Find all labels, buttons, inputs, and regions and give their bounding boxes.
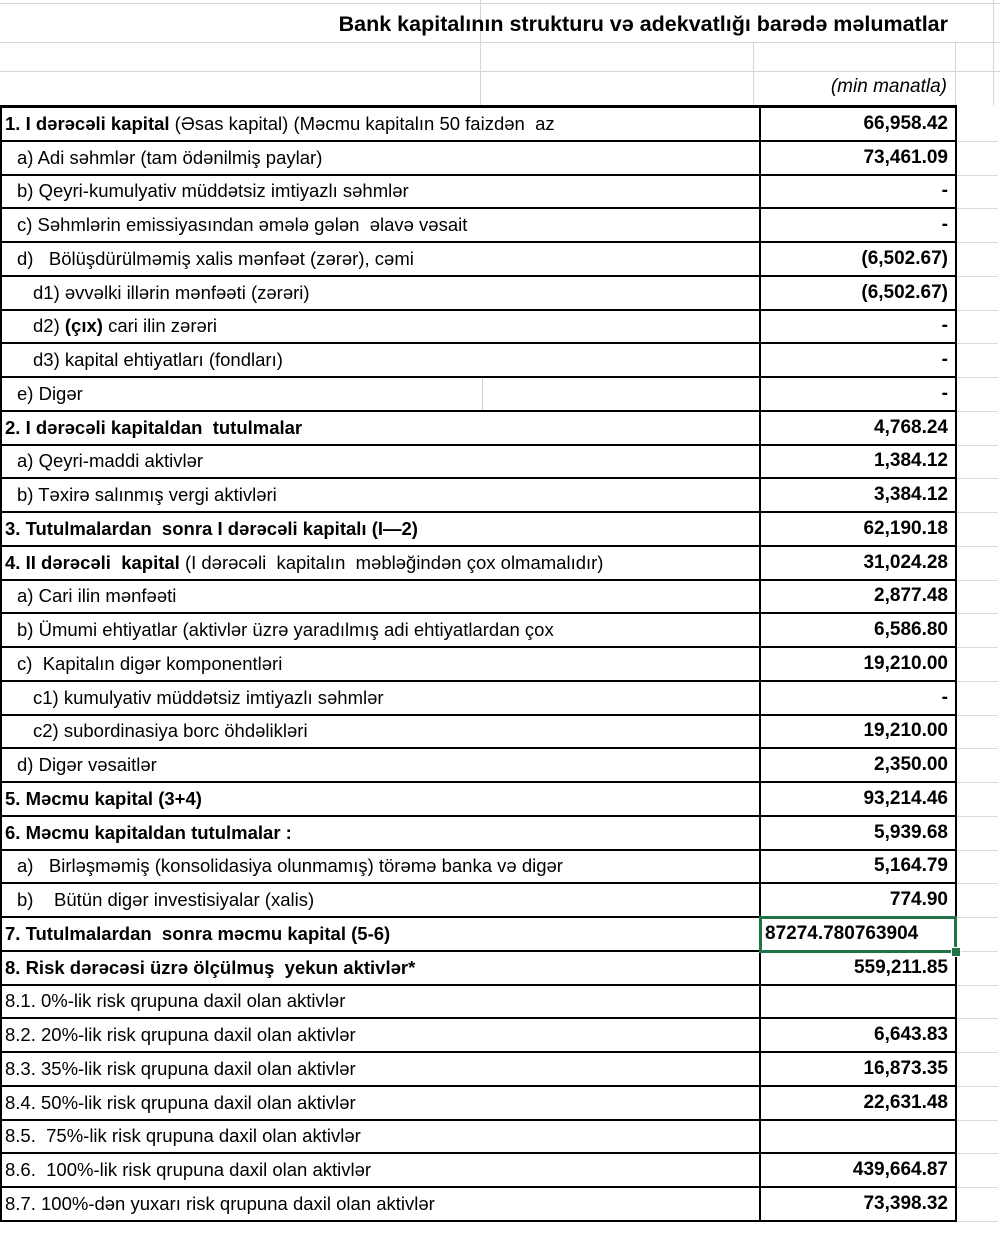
gridline-h: [957, 175, 998, 176]
gridline-h: [957, 276, 998, 277]
gridline-h: [957, 782, 998, 783]
cell-value-text: 16,873.35: [863, 1057, 948, 1079]
row-value-cell[interactable]: [761, 479, 957, 511]
gridline-h: [957, 1052, 998, 1053]
row-value-cell[interactable]: [761, 884, 957, 916]
table-row: [0, 1121, 957, 1155]
gridline-h: [0, 71, 1000, 72]
gridline-h: [957, 546, 998, 547]
cell-value-text: 2,350.00: [874, 754, 948, 776]
gridline-v: [993, 0, 994, 105]
row-label-cell[interactable]: [0, 108, 761, 140]
row-value-cell[interactable]: [761, 108, 957, 140]
cell-value-text: 19,210.00: [863, 720, 948, 742]
table-row: [0, 378, 957, 412]
table-row: [0, 277, 957, 311]
row-value-cell[interactable]: [761, 1087, 957, 1119]
row-label-cell[interactable]: [0, 884, 761, 916]
gridline-h: [957, 445, 998, 446]
row-label-text: b) Bütün digər investisiyalar (xalis): [17, 889, 315, 911]
row-label-cell[interactable]: [0, 1121, 761, 1153]
row-label-text: 8.1. 0%-lik risk qrupuna daxil olan aktivlər: [5, 990, 346, 1012]
cell-gridline: [482, 378, 483, 410]
table-row: [0, 783, 957, 817]
table-row: [0, 108, 957, 142]
row-value-cell[interactable]: [761, 344, 957, 376]
cell-value-text: 5,939.68: [874, 821, 948, 843]
row-label-text: b) Təxirə salınmış vergi aktivləri: [17, 484, 277, 506]
row-label-text: c) Kapitalın digər komponentləri: [17, 652, 283, 674]
row-value-cell[interactable]: [761, 749, 957, 781]
table-row: [0, 243, 957, 277]
row-label-text: a) Adi səhmlər (tam ödənilmiş paylar): [17, 146, 323, 168]
table-row: [0, 142, 957, 176]
row-label-text: 1. I dərəcəli kapital: [5, 112, 175, 134]
row-value-cell[interactable]: [761, 412, 957, 444]
table-row: [0, 884, 957, 918]
row-label-cell[interactable]: [0, 918, 761, 950]
table-row: [0, 952, 957, 986]
gridline-h: [0, 42, 1000, 43]
row-label-text: d) Bölüşdürülməmiş xalis mənfəət (zərər), cəmi: [17, 247, 414, 269]
row-value-cell[interactable]: [761, 1121, 957, 1153]
row-label-cell[interactable]: [0, 783, 761, 815]
table-row: [0, 412, 957, 446]
cell-value-text: 31,024.28: [863, 551, 948, 573]
table-row: [0, 176, 957, 210]
gridline-h: [957, 141, 998, 142]
cell-value-text: 774.90: [889, 889, 948, 911]
selected-value-cell[interactable]: [761, 918, 957, 950]
cell-value-text: 19,210.00: [863, 652, 948, 674]
row-label-text: (çıx): [64, 315, 103, 337]
cell-value-text: 3,384.12: [874, 484, 948, 506]
cell-value-text: 66,958.42: [863, 112, 948, 134]
cell-value-text: 439,664.87: [852, 1159, 948, 1181]
gridline-h: [957, 580, 998, 581]
row-value-cell[interactable]: [761, 1154, 957, 1186]
row-label-cell[interactable]: [0, 986, 761, 1018]
cell-value-text: -: [941, 382, 948, 404]
row-label-cell[interactable]: [0, 952, 761, 984]
row-label-cell[interactable]: [0, 378, 761, 410]
row-label-text: 2. I dərəcəli kapitaldan tutulmalar: [5, 416, 303, 438]
row-value-cell[interactable]: [761, 783, 957, 815]
table-row: [0, 1154, 957, 1188]
row-label-text: d) Digər vəsaitlər: [17, 754, 157, 776]
row-value-cell[interactable]: [761, 446, 957, 478]
row-label-cell[interactable]: [0, 547, 761, 579]
row-label-cell[interactable]: [0, 581, 761, 613]
capital-table: [0, 105, 957, 1222]
table-row: [0, 851, 957, 885]
gridline-h: [957, 951, 998, 952]
row-value-cell[interactable]: [761, 1019, 957, 1051]
row-label-cell[interactable]: [0, 209, 761, 241]
row-label-cell[interactable]: [0, 142, 761, 174]
row-value-cell[interactable]: [761, 817, 957, 849]
row-label-text: 8.2. 20%-lik risk qrupuna daxil olan aktivlər: [5, 1024, 356, 1046]
gridline-h: [957, 411, 998, 412]
gridline-h: [957, 310, 998, 311]
row-value-cell[interactable]: [761, 614, 957, 646]
gridline-h: [957, 1086, 998, 1087]
row-label-cell[interactable]: [0, 749, 761, 781]
table-row: [0, 479, 957, 513]
table-row: [0, 1053, 957, 1087]
cell-value-text: 6,586.80: [874, 619, 948, 641]
row-label-cell[interactable]: [0, 344, 761, 376]
gridline-h: [957, 1221, 998, 1222]
table-row: [0, 344, 957, 378]
row-label-cell[interactable]: [0, 817, 761, 849]
table-row: [0, 682, 957, 716]
table-row: [0, 614, 957, 648]
row-value-cell[interactable]: [761, 716, 957, 748]
row-label-cell[interactable]: [0, 1019, 761, 1051]
gridline-h: [957, 985, 998, 986]
row-label-cell[interactable]: [0, 1053, 761, 1085]
cell-value-text: 4,768.24: [874, 416, 948, 438]
table-row: [0, 513, 957, 547]
row-label-cell[interactable]: [0, 513, 761, 545]
row-value-cell[interactable]: [761, 648, 957, 680]
row-label-text: 4. II dərəcəli kapital: [5, 551, 185, 573]
row-label-text: 8.4. 50%-lik risk qrupuna daxil olan aktivlər: [5, 1091, 356, 1113]
row-label-text: c1) kumulyativ müddətsiz imtiyazlı səhmlər: [33, 686, 384, 708]
row-label-text: 8. Risk dərəcəsi üzrə ölçülmuş yekun aktivlər*: [5, 956, 416, 978]
table-row: [0, 547, 957, 581]
row-label-text: a) Qeyri-maddi aktivlər: [17, 450, 204, 472]
row-label-cell[interactable]: [0, 682, 761, 714]
table-row: [0, 1188, 957, 1222]
table-row: [0, 1087, 957, 1121]
table-row: [0, 209, 957, 243]
row-value-cell[interactable]: [761, 142, 957, 174]
row-value-cell[interactable]: [761, 243, 957, 275]
cell-value-text: -: [941, 180, 948, 202]
row-value-cell[interactable]: [761, 277, 957, 309]
table-row: [0, 581, 957, 615]
cell-value-text: 6,643.83: [874, 1024, 948, 1046]
table-row: [0, 446, 957, 480]
row-label-text: d3) kapital ehtiyatları (fondları): [33, 349, 283, 371]
row-value-cell[interactable]: [761, 547, 957, 579]
cell-value-text: 73,398.32: [863, 1192, 948, 1214]
row-label-text: e) Digər: [17, 382, 83, 404]
row-label-cell[interactable]: [0, 1154, 761, 1186]
row-label-text: 8.3. 35%-lik risk qrupuna daxil olan aktivlər: [5, 1057, 356, 1079]
table-row: [0, 311, 957, 345]
row-value-cell[interactable]: [761, 581, 957, 613]
row-value-cell[interactable]: [761, 378, 957, 410]
row-label-text: (Əsas kapital) (Məcmu kapitalın 50 faizdən az: [174, 112, 555, 134]
row-value-cell[interactable]: [761, 986, 957, 1018]
gridline-h: [957, 883, 998, 884]
row-value-cell[interactable]: [761, 209, 957, 241]
gridline-v: [955, 42, 956, 105]
row-label-text: a) Cari ilin mənfəəti: [17, 585, 177, 607]
row-label-cell[interactable]: [0, 479, 761, 511]
cell-value-text: -: [941, 349, 948, 371]
gridline-h: [957, 1120, 998, 1121]
gridline-h: [957, 242, 998, 243]
cell-value-text: 2,877.48: [874, 585, 948, 607]
row-label-cell[interactable]: [0, 176, 761, 208]
cell-value-text: 73,461.09: [863, 146, 948, 168]
table-row: [0, 749, 957, 783]
row-label-cell[interactable]: [0, 1188, 761, 1220]
cell-value-text: (6,502.67): [861, 281, 948, 303]
unit-label: (min manatla): [830, 76, 947, 97]
row-label-text: 3. Tutulmalardan sonra I dərəcəli kapitalı (I—2): [5, 517, 418, 539]
table-row: [0, 716, 957, 750]
cell-value-text: -: [941, 214, 948, 236]
gridline-h: [957, 343, 998, 344]
row-label-text: b) Ümumi ehtiyatlar (aktivlər üzrə yaradılmış adi ehtiyatlardan çox: [17, 619, 554, 641]
row-label-text: 6. Məcmu kapitaldan tutulmalar :: [5, 821, 292, 843]
cell-value-text: (6,502.67): [861, 247, 948, 269]
table-row: [0, 1019, 957, 1053]
row-value-cell[interactable]: [761, 513, 957, 545]
row-label-cell[interactable]: [0, 1087, 761, 1119]
row-value-cell[interactable]: [761, 176, 957, 208]
row-label-text: 8.6. 100%-lik risk qrupuna daxil olan aktivlər: [5, 1159, 372, 1181]
table-row: [0, 817, 957, 851]
row-value-cell[interactable]: [761, 1053, 957, 1085]
row-label-text: d1) əvvəlki illərin mənfəəti (zərəri): [33, 281, 310, 303]
row-label-cell[interactable]: [0, 614, 761, 646]
row-label-cell[interactable]: [0, 716, 761, 748]
cell-value-text: 559,211.85: [853, 956, 948, 978]
gridline-h: [957, 647, 998, 648]
gridline-h: [0, 3, 1000, 4]
row-label-cell[interactable]: [0, 446, 761, 478]
row-label-text: cari ilin zərəri: [102, 315, 218, 337]
row-value-cell[interactable]: [761, 682, 957, 714]
gridline-h: [957, 512, 998, 513]
table-row: [0, 918, 957, 952]
gridline-h: [957, 377, 998, 378]
gridline-h: [957, 613, 998, 614]
cell-value-text: 5,164.79: [874, 855, 948, 877]
table-row: [0, 986, 957, 1020]
row-label-text: d2): [33, 315, 65, 337]
row-label-cell[interactable]: [0, 412, 761, 444]
row-label-cell[interactable]: [0, 243, 761, 275]
row-label-text: (I dərəcəli kapitalın məbləğindən çox olmamalıdır): [184, 551, 604, 573]
row-label-cell[interactable]: [0, 851, 761, 883]
sheet-title: Bank kapitalının strukturu və adekvatlığı barədə məlumatlar: [338, 12, 948, 36]
row-value-cell[interactable]: [761, 1188, 957, 1220]
row-label-text: 8.7. 100%-dən yuxarı risk qrupuna daxil olan aktivlər: [5, 1192, 435, 1214]
row-label-text: c) Səhmlərin emissiyasından əmələ gələn əlavə vəsait: [17, 214, 468, 236]
row-value-cell[interactable]: [761, 851, 957, 883]
row-label-text: a) Birləşməmiş (konsolidasiya olunmamış) törəmə banka və digər: [17, 855, 563, 877]
gridline-h: [957, 208, 998, 209]
gridline-h: [957, 850, 998, 851]
cell-value-text: 87274.780763904: [765, 922, 919, 944]
cell-value-text: 1,384.12: [874, 450, 948, 472]
gridline-h: [957, 917, 998, 918]
row-label-cell[interactable]: [0, 648, 761, 680]
row-value-cell[interactable]: [761, 952, 957, 984]
gridline-h: [957, 681, 998, 682]
cell-value-text: 62,190.18: [863, 517, 948, 539]
row-value-cell[interactable]: [761, 311, 957, 343]
cell-value-text: 22,631.48: [863, 1091, 948, 1113]
cell-value-text: -: [941, 686, 948, 708]
gridline-h: [957, 748, 998, 749]
row-label-cell[interactable]: [0, 277, 761, 309]
row-label-text: c2) subordinasiya borc öhdəlikləri: [33, 720, 308, 742]
row-label-text: 7. Tutulmalardan sonra məcmu kapital (5-6): [5, 922, 391, 944]
row-label-text: 8.5. 75%-lik risk qrupuna daxil olan aktivlər: [5, 1125, 361, 1147]
gridline-h: [957, 816, 998, 817]
row-label-text: 5. Məcmu kapital (3+4): [5, 787, 202, 809]
gridline-h: [957, 715, 998, 716]
gridline-h: [957, 478, 998, 479]
cell-value-text: -: [941, 315, 948, 337]
row-label-cell[interactable]: [0, 311, 761, 343]
table-row: [0, 648, 957, 682]
cell-value-text: 93,214.46: [863, 787, 948, 809]
gridline-h: [957, 1187, 998, 1188]
gridline-h: [957, 1153, 998, 1154]
gridline-h: [957, 1018, 998, 1019]
row-label-text: b) Qeyri-kumulyativ müddətsiz imtiyazlı səhmlər: [17, 180, 409, 202]
fill-handle[interactable]: [951, 947, 961, 957]
